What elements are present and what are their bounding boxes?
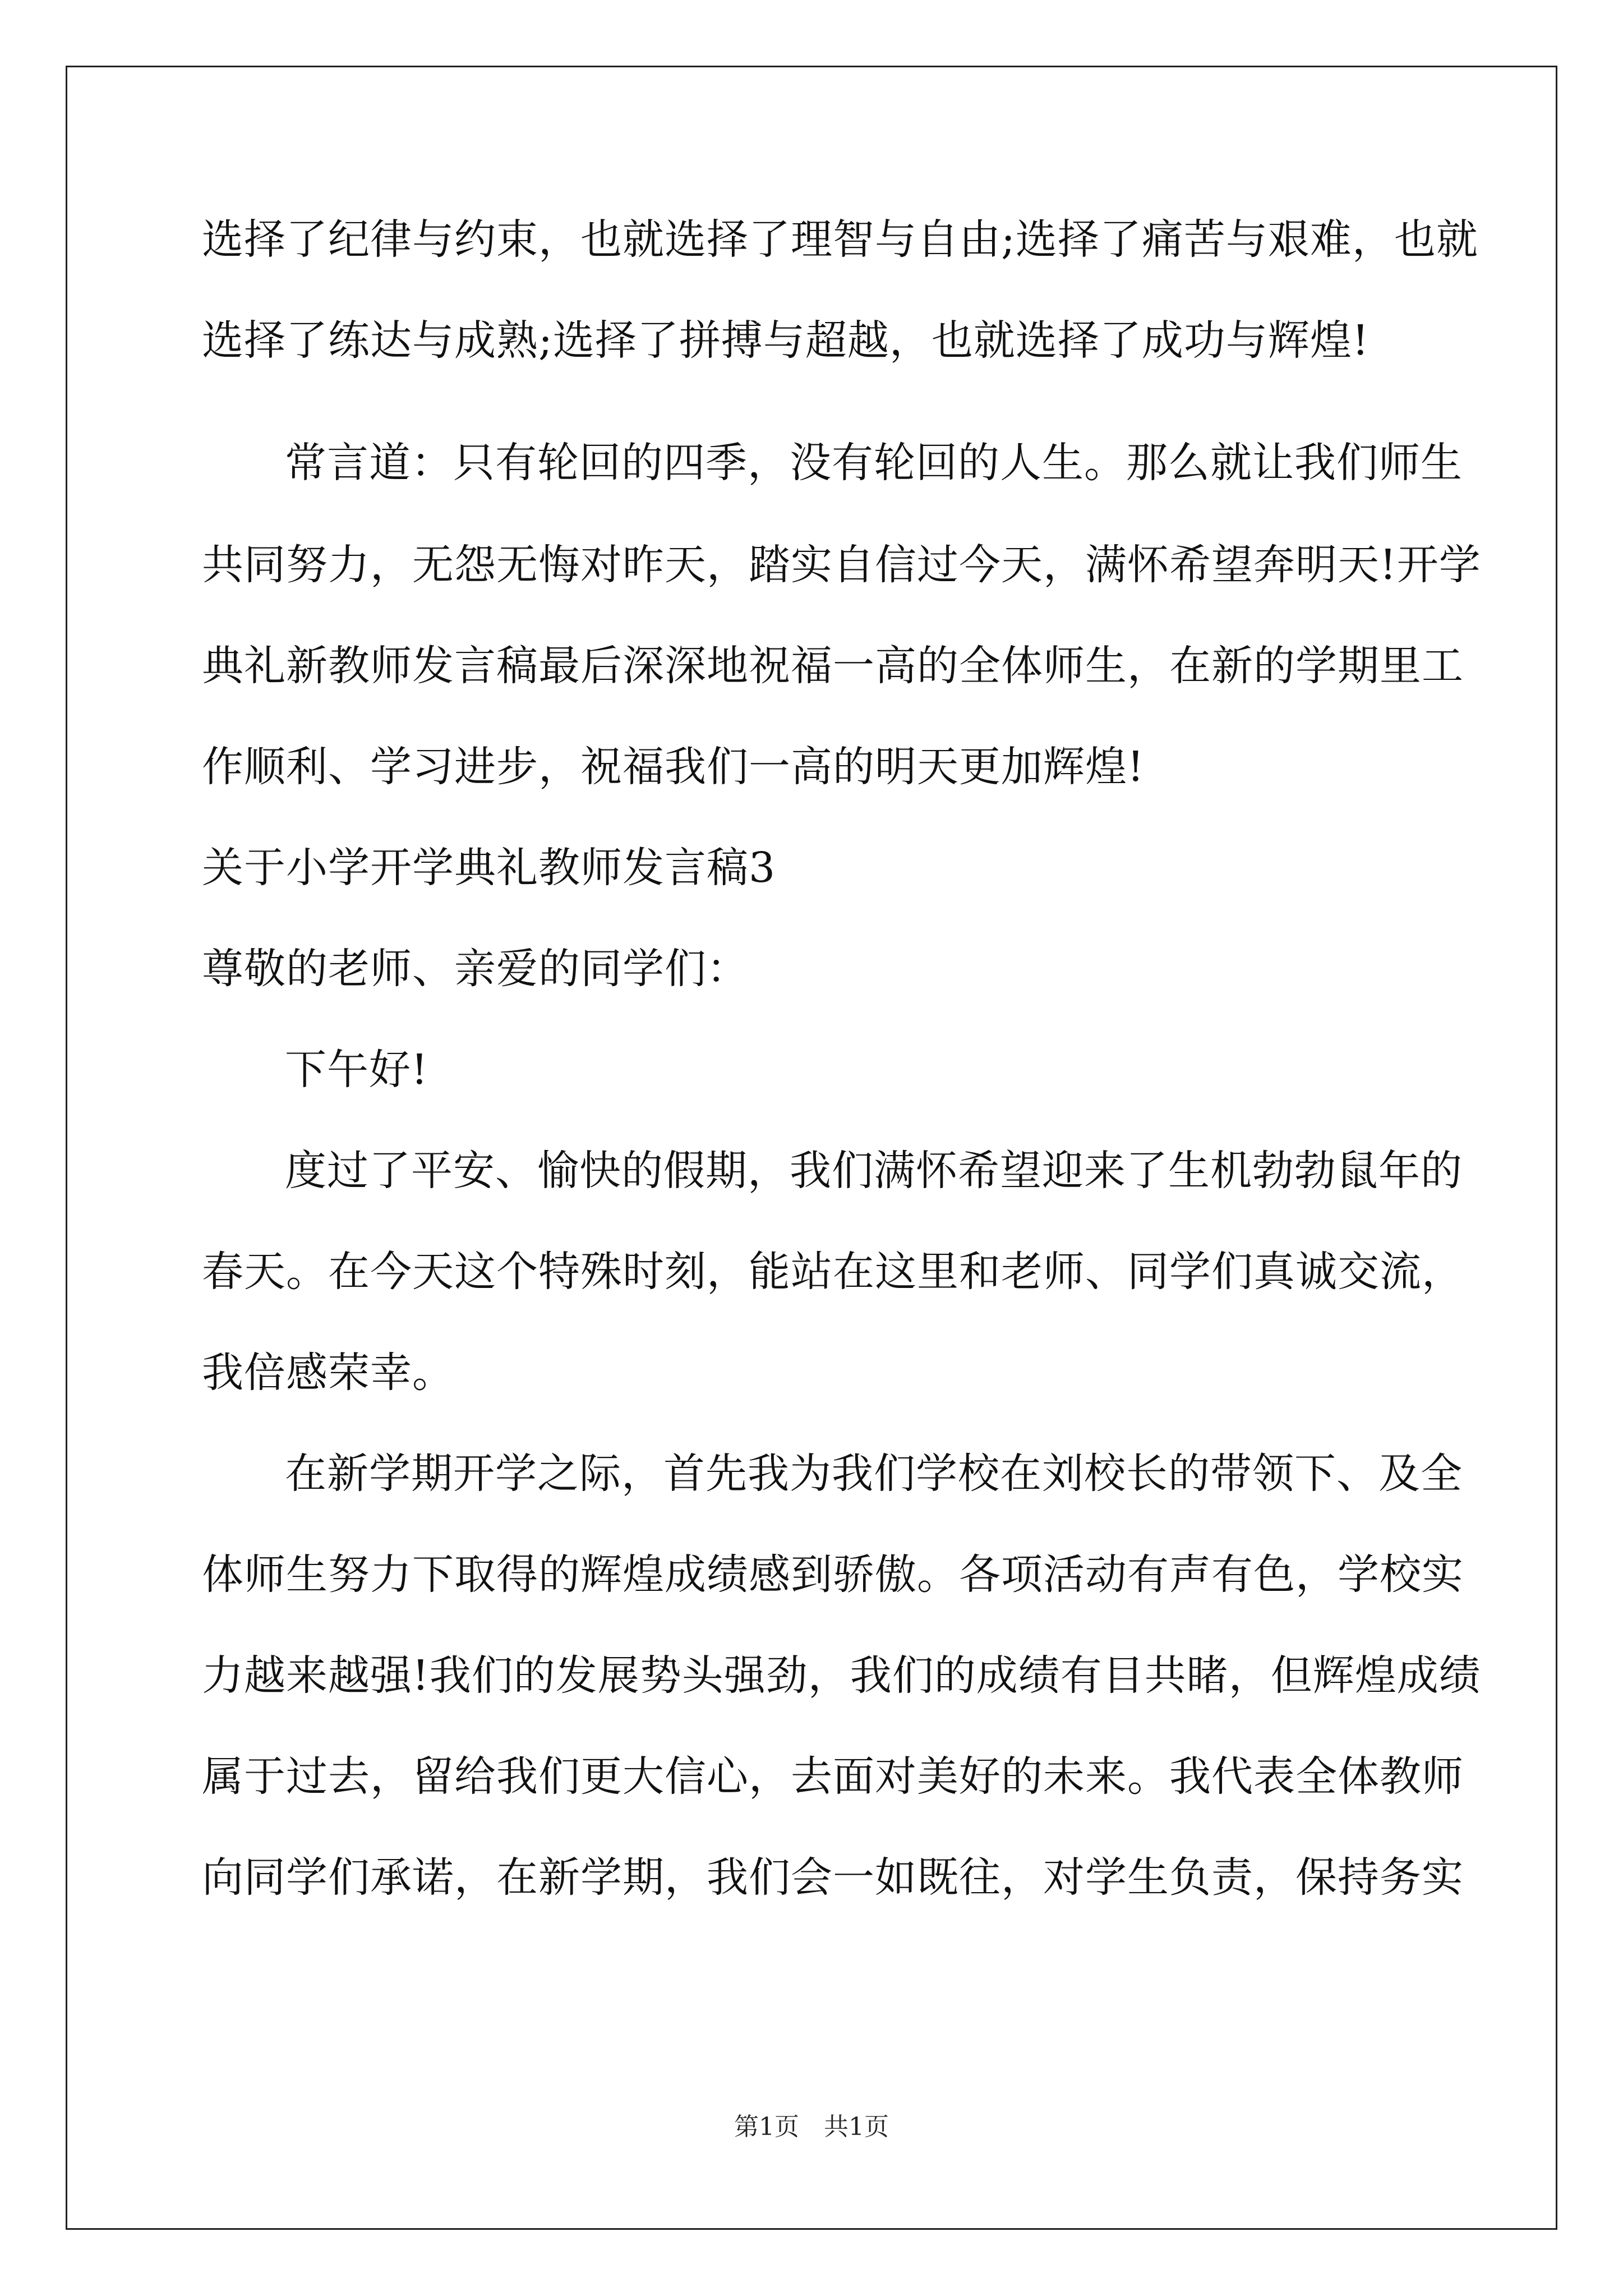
- text-line: 属于过去，留给我们更大信心，去面对美好的未来。我代表全体教师: [202, 1752, 1464, 1801]
- paragraph-first-line: 度过了平安、愉快的假期，我们满怀希望迎来了生机勃勃鼠年的: [285, 1147, 1463, 1195]
- text-line: 典礼新教师发言稿最后深深地祝福一高的全体师生，在新的学期里工: [202, 642, 1464, 690]
- salutation: 尊敬的老师、亲爱的同学们：: [202, 945, 749, 993]
- text-line: 春天。在今天这个特殊时刻，能站在这里和老师、同学们真诚交流，: [202, 1248, 1464, 1296]
- text-line: 选择了纪律与约束，也就选择了理智与自由;选择了痛苦与艰难，也就: [202, 215, 1478, 264]
- text-line: 向同学们承诺，在新学期，我们会一如既往，对学生负责，保持务实: [202, 1853, 1464, 1902]
- paragraph-first-line: 常言道：只有轮回的四季，没有轮回的人生。那么就让我们师生: [285, 439, 1463, 487]
- paragraph-first-line: 在新学期开学之际，首先我为我们学校在刘校长的带领下、及全: [285, 1450, 1463, 1498]
- text-line: 体师生努力下取得的辉煌成绩感到骄傲。各项活动有声有色，学校实: [202, 1550, 1464, 1599]
- text-line: 选择了练达与成熟;选择了拼搏与超越，也就选择了成功与辉煌!: [202, 316, 1370, 365]
- text-line: 我倍感荣幸。: [202, 1349, 454, 1397]
- text-line: 共同努力，无怨无悔对昨天，踏实自信过今天，满怀希望奔明天!开学: [202, 541, 1481, 589]
- text-line: 力越来越强!我们的发展势头强劲，我们的成绩有目共睹，但辉煌成绩: [202, 1651, 1481, 1700]
- greeting: 下午好!: [285, 1046, 428, 1094]
- section-heading: 关于小学开学典礼教师发言稿3: [202, 844, 776, 892]
- page-number-footer: 第1页 共1页: [734, 2113, 889, 2141]
- text-line: 作顺利、学习进步，祝福我们一高的明天更加辉煌!: [202, 743, 1145, 791]
